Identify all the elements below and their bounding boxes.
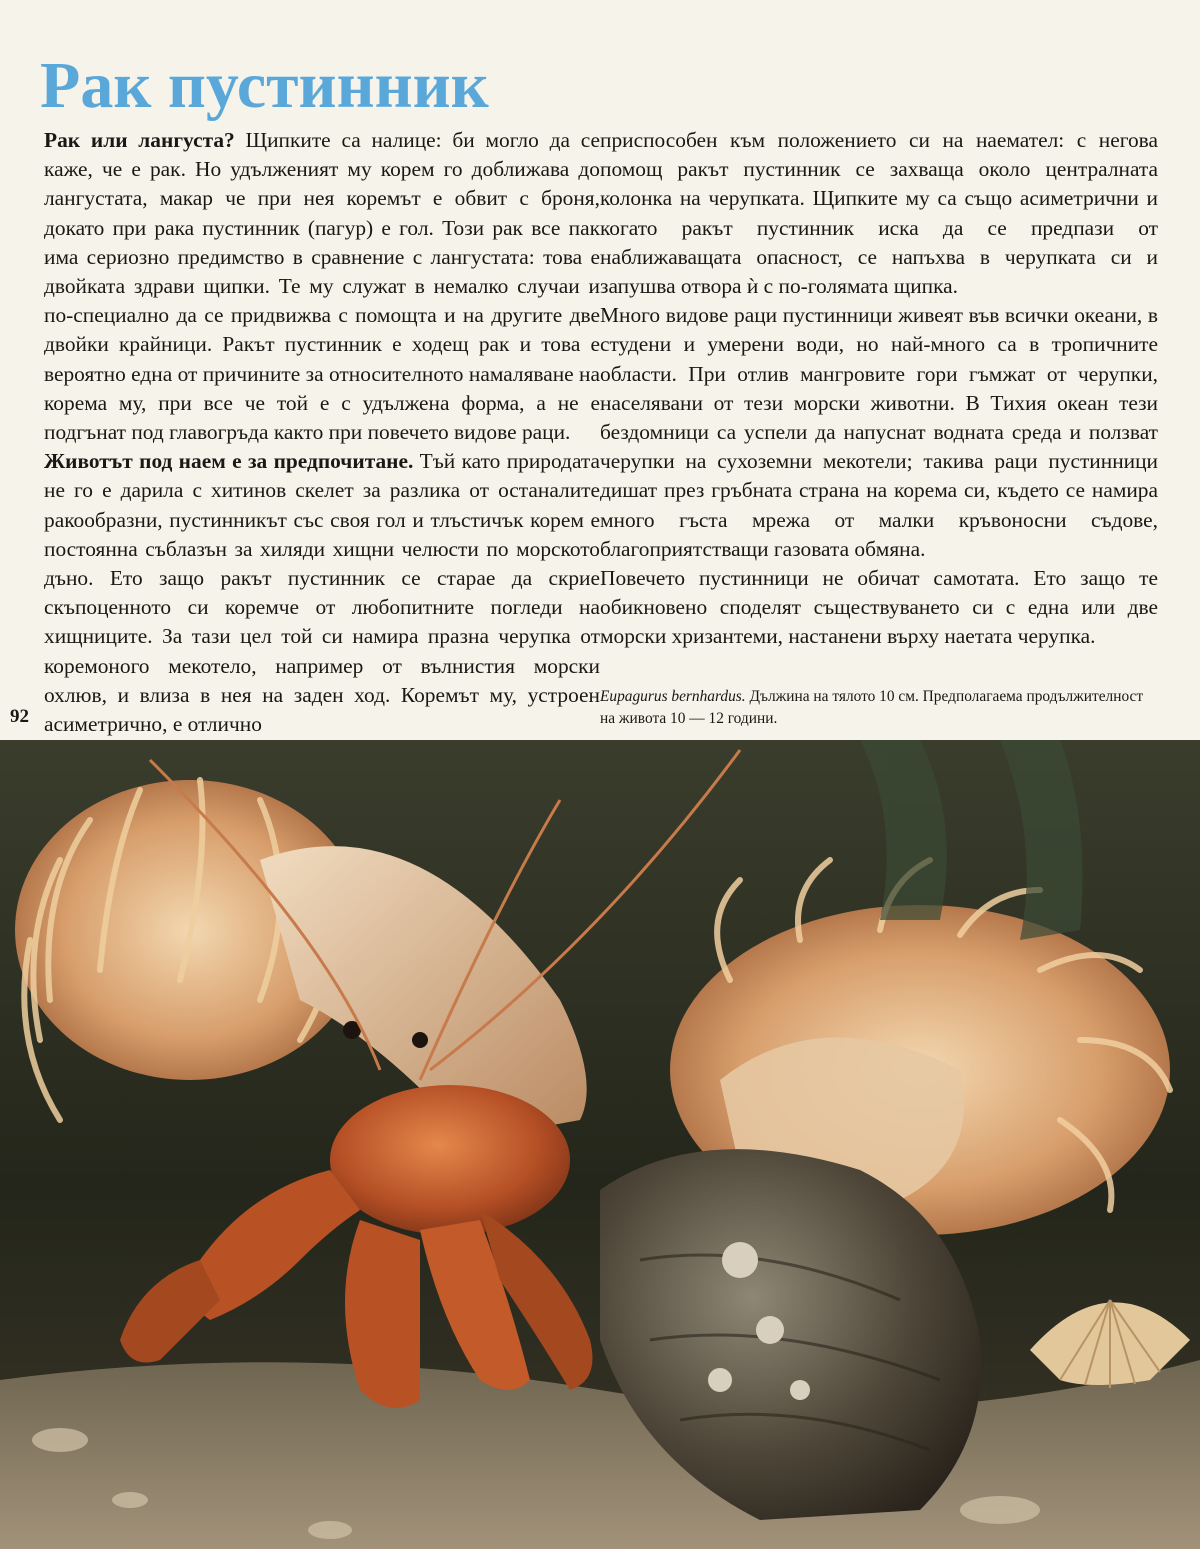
paragraph-habitat: Много видове раци пустинници живеят във всички океани, в студени и умерени води, но най-много са в тропичните области. При отлив мангровите гори гъмжат от черупки, населявани от тези морски животни. В Тихия океан тези бездомници са успели да напуснат водната среда и ползват черупки на сухоземни мекотели; такива раци пустинници дишат през гръбната страна на корема си, където се намира много гъста мрежа от малки кръвоносни съдове, благоприятстващи газовата обмяна. xyxy=(600,303,1158,561)
illustration-caption xyxy=(600,686,1156,730)
page-number: 92 xyxy=(10,706,29,727)
page-title: Рак пустинник xyxy=(40,49,489,122)
paragraph-rented-life xyxy=(44,447,600,739)
paragraph-body: Тъй като природата не го е дарила с хитинов скелет за разлика от останалите ракообразни, пустинникът със своя гол и тлъстичък корем е постоянна съблазън за хиляди хищни челюсти по морското дъно. Ето защо ракът пустинник се старае да скрие скъпоценното си коремче от любопитните погледи на хищниците. За тази цел той си намира празна черупка от коремоного мекотело, например от вълнистия морски охлюв, и влиза в нея на заден ход. Коремът му, устроен асиметрично, е отлично xyxy=(44,449,600,737)
paragraph-anemones: Повечето пустинници не обичат самотата. Ето защо те обикновено споделят съществуването си с една или две морски хризантеми, настанени върху наетата черупка. xyxy=(600,566,1158,649)
caption-text: Дължина на тялото 10 см. Предполагаема продължителност на живота 10 — 12 години. xyxy=(600,688,1144,727)
paragraph-body: Щипките са налице: би могло да се каже, че е рак. Но удълженият му корем го доближава до лангустата, макар че при нея коремът е обвит с броня, докато при рака пустинник (пагур) е гол. Този рак все пак има сериозно предимство в сравнение с лангустата: това е двойката здрави щипки. Те му служат в немалко случаи и по-специално да се придвижва с помощта и на другите две двойки крайници. Ракът пустинник е ходещ рак и това е вероятно една от причините за относителното намаляване на корема му, при все че той е с удължена форма, а не е подгънат под главогръда както при повечето видове раци. xyxy=(44,128,600,445)
paragraph-crab-or-lobster xyxy=(44,126,600,447)
paragraph-lead: Животът под наем е за предпочитане. xyxy=(44,449,414,474)
left-text-column xyxy=(44,126,600,739)
species-name: Eupagurus bernhardus. xyxy=(600,688,746,705)
hermit-crab-illustration xyxy=(0,740,1200,1549)
right-text-column xyxy=(600,126,1158,652)
paragraph-lead: Рак или лангуста? xyxy=(44,128,235,152)
paragraph-tenant: приспособен към положението си на наемател: с негова помощ ракът пустинник се захваща около централната колонка на черупката. Щипките му са също асиметрични и когато ракът пустинник иска да се предпази от наближаващата опасност, се напъхва в черупката си и запушва отвора ѝ с по-голямата щипка. xyxy=(600,128,1158,299)
